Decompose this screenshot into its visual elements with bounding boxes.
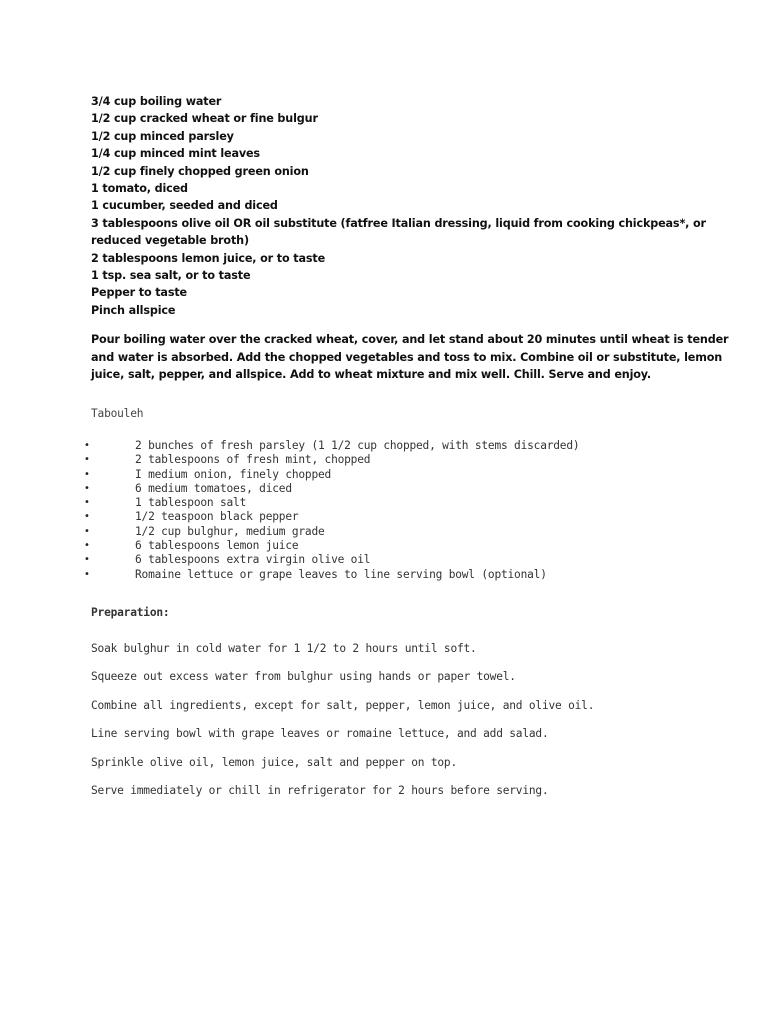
preparation-steps: [91, 641, 711, 811]
list-item: [0, 482, 768, 496]
bullet-icon: •: [84, 554, 90, 566]
list-item: [0, 510, 768, 524]
list-item: [0, 439, 768, 453]
bullet-icon: •: [84, 525, 90, 537]
ingredient-line: 3 tablespoons olive oil OR oil substitute (fatfree Italian dressing, liquid from cooking chickpeas*, or: [91, 216, 706, 230]
ingredient-text: 2 tablespoons of fresh mint, chopped: [135, 453, 371, 467]
directions-line: and water is absorbed. Add the chopped vegetables and toss to mix. Combine oil or substitute, lemon: [91, 350, 723, 364]
list-item: [0, 568, 768, 582]
bullet-icon: •: [84, 540, 90, 552]
ingredient-line: 1 cucumber, seeded and diced: [91, 199, 278, 213]
bullet-icon: •: [84, 482, 90, 494]
recipe1-block: [91, 93, 729, 384]
ingredient-line: 1/2 cup cracked wheat or fine bulgur: [91, 112, 318, 126]
ingredient-line: reduced vegetable broth): [91, 234, 249, 248]
ingredient-text: 6 tablespoons lemon juice: [135, 539, 299, 553]
ingredient-text: Romaine lettuce or grape leaves to line serving bowl (optional): [135, 567, 547, 581]
directions-line: Pour boiling water over the cracked wheat, cover, and let stand about 20 minutes until wheat is tender: [91, 333, 729, 347]
list-item: [0, 553, 768, 567]
ingredient-line: 1 tsp. sea salt, or to taste: [91, 269, 251, 283]
ingredient-line: Pepper to taste: [91, 286, 187, 300]
preparation-heading: Preparation:: [91, 606, 170, 619]
recipe1-ingredient-list: [91, 93, 706, 319]
list-item: [0, 525, 768, 539]
ingredient-text: 1/2 teaspoon black pepper: [135, 510, 299, 524]
ingredient-line: 3/4 cup boiling water: [91, 95, 222, 108]
step-line: Squeeze out excess water from bulghur using hands or paper towel.: [91, 670, 516, 684]
ingredient-line: 1 tomato, diced: [91, 182, 188, 196]
ingredient-text: I medium onion, finely chopped: [135, 467, 332, 481]
bullet-icon: •: [84, 468, 90, 480]
ingredient-text: 6 tablespoons extra virgin olive oil: [135, 553, 371, 567]
directions-line: juice, salt, pepper, and allspice. Add to wheat mixture and mix well. Chill. Serve and enjoy.: [91, 368, 652, 382]
list-item: [0, 496, 768, 510]
bullet-icon: •: [84, 440, 90, 451]
list-item: [0, 453, 768, 467]
recipe2-ingredient-list: [0, 439, 768, 582]
ingredient-line: 1/2 cup minced parsley: [91, 129, 234, 143]
ingredient-text: 1 tablespoon salt: [135, 496, 247, 510]
step-line: Serve immediately or chill in refrigerator for 2 hours before serving.: [91, 783, 549, 797]
ingredient-text: 1/2 cup bulghur, medium grade: [135, 524, 325, 538]
ingredient-text: 6 medium tomatoes, diced: [135, 481, 292, 495]
step-line: Line serving bowl with grape leaves or romaine lettuce, and add salad.: [91, 727, 549, 741]
ingredient-line: Pinch allspice: [91, 303, 176, 317]
list-item: [0, 468, 768, 482]
ingredient-line: 1/4 cup minced mint leaves: [91, 147, 260, 161]
ingredient-line: 1/2 cup finely chopped green onion: [91, 164, 309, 178]
recipe1-directions: [91, 331, 729, 383]
bullet-icon: •: [84, 454, 90, 466]
step-line: Combine all ingredients, except for salt, pepper, lemon juice, and olive oil.: [91, 698, 595, 712]
step-line: Soak bulghur in cold water for 1 1/2 to 2 hours until soft.: [91, 642, 477, 655]
step-line: Sprinkle olive oil, lemon juice, salt and pepper on top.: [91, 755, 457, 769]
recipe2-title: Tabouleh: [91, 407, 144, 420]
ingredient-line: 2 tablespoons lemon juice, or to taste: [91, 251, 326, 265]
bullet-icon: •: [84, 497, 90, 509]
bullet-icon: •: [84, 568, 90, 580]
bullet-icon: •: [84, 511, 90, 523]
ingredient-text: 2 bunches of fresh parsley (1 1/2 cup chopped, with stems discarded): [135, 439, 580, 452]
list-item: [0, 539, 768, 553]
